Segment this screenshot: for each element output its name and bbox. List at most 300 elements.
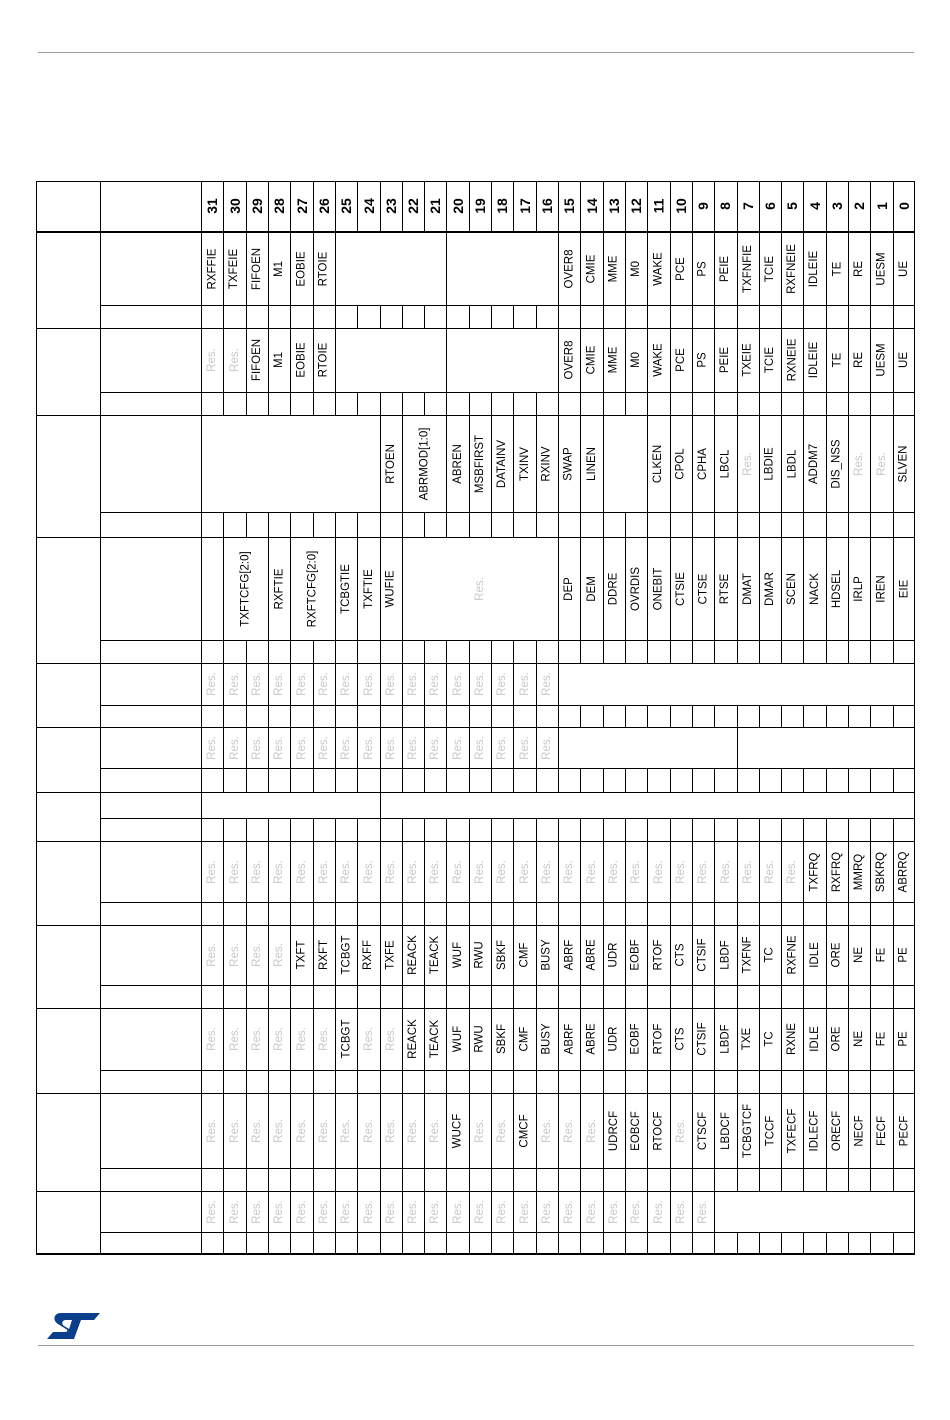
- reset-cell-divider: [714, 1232, 715, 1254]
- reset-cell-divider: [848, 902, 849, 925]
- register-row-10-reset-divider: [100, 1168, 915, 1169]
- reset-cell-divider: [335, 305, 336, 328]
- field-res: [246, 1008, 268, 1070]
- field-label: RXNEIE: [786, 338, 799, 382]
- field-cmf: [513, 925, 535, 985]
- field-label: TE: [830, 352, 843, 368]
- field-res: [201, 1093, 223, 1168]
- field-label: RWU: [473, 1025, 486, 1053]
- reset-cell-divider: [848, 640, 849, 663]
- reset-cell-divider: [246, 902, 247, 925]
- field-label: WUF: [451, 941, 464, 969]
- reset-cell-divider: [402, 305, 403, 328]
- reset-cell-divider: [268, 1070, 269, 1093]
- reserved-label: Res.: [563, 1118, 576, 1143]
- field-tcbgtcf: [737, 1093, 759, 1168]
- reset-cell-divider: [803, 705, 804, 727]
- field-res: [513, 1191, 535, 1232]
- reset-cell-divider: [848, 305, 849, 328]
- field-res: [201, 727, 223, 768]
- bit-number-label: 19: [471, 198, 488, 214]
- reset-cell-divider: [625, 512, 626, 537]
- field-iren: [870, 537, 892, 640]
- reset-cell-divider: [424, 392, 425, 415]
- field-label: RTOCF: [652, 1110, 665, 1151]
- field-ne: [848, 1008, 870, 1070]
- reserved-label: Res.: [674, 1118, 687, 1143]
- field-idleie: [803, 328, 825, 392]
- field-linen: [580, 415, 602, 512]
- reset-cell-divider: [870, 305, 871, 328]
- reset-cell-divider: [491, 1232, 492, 1254]
- field-label: CPOL: [674, 447, 687, 480]
- field-txftie: [357, 537, 379, 640]
- reset-cell-divider: [223, 705, 224, 727]
- reset-cell-divider: [737, 902, 738, 925]
- reset-cell-divider: [625, 705, 626, 727]
- field-ctsif: [692, 1008, 714, 1070]
- field-rwu: [469, 1008, 491, 1070]
- field-label: EOBF: [630, 939, 643, 971]
- field-hdsel: [826, 537, 848, 640]
- field-cpol: [670, 415, 692, 512]
- field-label: OVER8: [563, 340, 576, 380]
- bit-number-label: 30: [226, 198, 243, 214]
- reset-cell-divider: [290, 985, 291, 1008]
- field-label: DDRE: [607, 572, 620, 605]
- reserved-label: Res.: [540, 1118, 553, 1143]
- bit-number-23: [380, 181, 402, 231]
- bit-number-label: 13: [605, 198, 622, 214]
- field-label: WAKE: [652, 252, 665, 286]
- reset-cell-divider: [759, 705, 760, 727]
- field-txfnf: [737, 925, 759, 985]
- field-label: IRLP: [853, 575, 866, 602]
- field-label: ABRE: [585, 939, 598, 971]
- field-idlecf: [803, 1093, 825, 1168]
- field-label: UDR: [607, 942, 620, 968]
- reserved-label: Res.: [630, 1199, 643, 1224]
- reset-cell-divider: [647, 305, 648, 328]
- field-empty: [714, 1191, 915, 1232]
- reset-cell-divider: [446, 985, 447, 1008]
- field-abrf: [558, 925, 580, 985]
- reserved-label: Res.: [273, 1118, 286, 1143]
- field-label: UDR: [607, 1026, 620, 1052]
- reset-cell-divider: [647, 768, 648, 792]
- field-label: ABRF: [563, 1023, 576, 1055]
- field-label: TXFECF: [786, 1108, 799, 1153]
- reset-cell-divider: [848, 705, 849, 727]
- field-label: ABRMOD[1:0]: [418, 427, 431, 500]
- reset-cell-divider: [268, 985, 269, 1008]
- field-res: [848, 415, 870, 512]
- reserved-label: Res.: [250, 859, 263, 884]
- reserved-label: Res.: [652, 859, 665, 884]
- field-label: ORE: [830, 1026, 843, 1052]
- field-label: TXFRQ: [808, 852, 821, 891]
- reset-cell-divider: [737, 1168, 738, 1191]
- reset-cell-divider: [759, 985, 760, 1008]
- field-abrrq: [893, 841, 915, 902]
- field-res: [313, 1008, 335, 1070]
- bit-number-30: [223, 181, 245, 231]
- reset-cell-divider: [692, 1168, 693, 1191]
- field-label: TXFTIE: [362, 568, 375, 609]
- field-res: [692, 1191, 714, 1232]
- field-label: UE: [897, 261, 910, 277]
- reserved-label: Res.: [630, 859, 643, 884]
- reserved-label: Res.: [295, 1199, 308, 1224]
- field-res: [558, 1191, 580, 1232]
- reset-cell-divider: [670, 1232, 671, 1254]
- field-label: IDLEIE: [808, 250, 821, 288]
- reserved-label: Res.: [206, 859, 219, 884]
- reset-cell-divider: [714, 768, 715, 792]
- bit-number-16: [536, 181, 558, 231]
- reset-cell-divider: [290, 768, 291, 792]
- reserved-label: Res.: [518, 859, 531, 884]
- field-res: [246, 925, 268, 985]
- reset-cell-divider: [380, 392, 381, 415]
- field-res: [357, 841, 379, 902]
- field-idleie: [803, 233, 825, 305]
- reserved-label: Res.: [741, 859, 754, 884]
- reset-cell-divider: [513, 512, 514, 537]
- reset-cell-divider: [670, 512, 671, 537]
- reset-cell-divider: [313, 392, 314, 415]
- reset-cell-divider: [335, 392, 336, 415]
- field-label: TCBGTIE: [340, 563, 353, 614]
- field-rtoie: [313, 328, 335, 392]
- field-res: [223, 925, 245, 985]
- reset-cell-divider: [357, 1232, 358, 1254]
- field-res: [647, 1191, 669, 1232]
- reset-cell-divider: [290, 1070, 291, 1093]
- reserved-label: Res.: [384, 1027, 397, 1051]
- reset-cell-divider: [268, 392, 269, 415]
- field-rxinv: [536, 415, 558, 512]
- field-label: TXFTCFG[2:0]: [239, 550, 252, 627]
- reset-cell-divider: [647, 512, 648, 537]
- field-fifoen: [246, 328, 268, 392]
- field-uesm: [870, 233, 892, 305]
- field-res: [670, 1093, 692, 1168]
- field-tcie: [759, 233, 781, 305]
- field-label: PS: [697, 261, 710, 277]
- field-res: [223, 328, 245, 392]
- field-res: [491, 1191, 513, 1232]
- field-busy: [536, 925, 558, 985]
- reserved-label: Res.: [451, 1199, 464, 1224]
- reset-cell-divider: [759, 1168, 760, 1191]
- reserved-label: Res.: [585, 1118, 598, 1143]
- field-res: [357, 663, 379, 705]
- bit-number-12: [625, 181, 647, 231]
- reserved-label: Res.: [384, 1118, 397, 1143]
- field-empty: [603, 415, 648, 512]
- reset-cell-divider: [469, 818, 470, 841]
- field-label: WUF: [451, 1025, 464, 1053]
- reset-cell-divider: [402, 818, 403, 841]
- reset-cell-divider: [625, 1070, 626, 1093]
- bit-number-label: 12: [628, 198, 645, 214]
- reset-cell-divider: [670, 902, 671, 925]
- reset-cell-divider: [246, 305, 247, 328]
- field-label: ORE: [830, 942, 843, 968]
- field-abre: [580, 925, 602, 985]
- bit-number-13: [603, 181, 625, 231]
- field-label: NACK: [808, 572, 821, 605]
- field-rxftcfg-2-0: [290, 537, 335, 640]
- field-res: [357, 1093, 379, 1168]
- reset-cell-divider: [714, 640, 715, 663]
- reset-cell-divider: [580, 985, 581, 1008]
- field-empty: [201, 537, 223, 640]
- reset-cell-divider: [223, 640, 224, 663]
- bit-number-label: 4: [806, 202, 823, 210]
- reset-cell-divider: [536, 985, 537, 1008]
- reserved-label: Res.: [719, 859, 732, 884]
- reset-cell-divider: [446, 305, 447, 328]
- field-res: [536, 841, 558, 902]
- reset-cell-divider: [647, 705, 648, 727]
- field-lbdf: [714, 925, 736, 985]
- field-label: REACK: [406, 1019, 419, 1059]
- field-label: NECF: [853, 1114, 866, 1147]
- reset-cell-divider: [223, 902, 224, 925]
- reset-cell-divider: [313, 818, 314, 841]
- reset-cell-divider: [536, 818, 537, 841]
- field-udr: [603, 1008, 625, 1070]
- reserved-label: Res.: [273, 672, 286, 696]
- reset-cell-divider: [290, 392, 291, 415]
- reset-cell-divider: [380, 512, 381, 537]
- field-label: MME: [607, 346, 620, 374]
- reset-cell-divider: [357, 985, 358, 1008]
- bit-number-label: 14: [583, 198, 600, 214]
- field-txft: [290, 925, 312, 985]
- reset-cell-divider: [268, 1232, 269, 1254]
- field-label: PEIE: [719, 346, 732, 374]
- field-necf: [848, 1093, 870, 1168]
- field-label: TEACK: [429, 935, 442, 975]
- reset-cell-divider: [603, 640, 604, 663]
- reset-cell-divider: [759, 768, 760, 792]
- field-ctse: [692, 537, 714, 640]
- bit-number-label: 21: [427, 198, 444, 214]
- reset-cell-divider: [603, 305, 604, 328]
- field-label: BUSY: [540, 939, 553, 971]
- reset-cell-divider: [826, 985, 827, 1008]
- reserved-label: Res.: [473, 576, 486, 601]
- reset-cell-divider: [737, 640, 738, 663]
- field-label: LINEN: [585, 446, 598, 481]
- reserved-label: Res.: [273, 859, 286, 884]
- field-label: M0: [630, 261, 643, 277]
- reset-cell-divider: [402, 1168, 403, 1191]
- field-ore: [826, 1008, 848, 1070]
- reset-cell-divider: [223, 305, 224, 328]
- reset-cell-divider: [558, 902, 559, 925]
- field-label: RXFFIE: [206, 248, 219, 290]
- reset-cell-divider: [446, 392, 447, 415]
- field-abrmod-1-0: [402, 415, 447, 512]
- reserved-label: Res.: [206, 1027, 219, 1051]
- field-ddre: [603, 537, 625, 640]
- field-res: [424, 1191, 446, 1232]
- field-label: OVER8: [563, 249, 576, 289]
- reset-cell-divider: [536, 768, 537, 792]
- field-label: DIS_NSS: [830, 438, 843, 489]
- reset-cell-divider: [268, 512, 269, 537]
- reserved-label: Res.: [273, 735, 286, 760]
- field-ctscf: [692, 1093, 714, 1168]
- field-ctsie: [670, 537, 692, 640]
- reset-cell-divider: [446, 705, 447, 727]
- reserved-label: Res.: [295, 672, 308, 696]
- reset-cell-divider: [380, 985, 381, 1008]
- reset-cell-divider: [424, 305, 425, 328]
- reset-cell-divider: [647, 985, 648, 1008]
- bit-number-label: 7: [739, 202, 756, 210]
- field-res: [670, 1191, 692, 1232]
- reset-cell-divider: [513, 985, 514, 1008]
- reserved-label: Res.: [585, 859, 598, 884]
- reserved-label: Res.: [563, 859, 576, 884]
- reserved-label: Res.: [228, 1118, 241, 1143]
- bit-number-label: 20: [449, 198, 466, 214]
- field-re: [848, 233, 870, 305]
- bit-number-17: [513, 181, 535, 231]
- reset-cell-divider: [290, 1232, 291, 1254]
- reset-cell-divider: [826, 902, 827, 925]
- reset-cell-divider: [357, 768, 358, 792]
- field-res: [380, 841, 402, 902]
- reset-cell-divider: [290, 640, 291, 663]
- reserved-label: Res.: [406, 735, 419, 760]
- bit-number-0: [893, 181, 915, 231]
- field-label: RTOEN: [384, 443, 397, 484]
- reset-cell-divider: [313, 305, 314, 328]
- reset-cell-divider: [313, 902, 314, 925]
- reset-cell-divider: [313, 512, 314, 537]
- bit-number-3: [826, 181, 848, 231]
- reserved-label: Res.: [228, 1199, 241, 1224]
- reset-cell-divider: [469, 1232, 470, 1254]
- field-rwu: [469, 925, 491, 985]
- field-res: [201, 841, 223, 902]
- reserved-label: Res.: [540, 1199, 553, 1224]
- reset-cell-divider: [424, 512, 425, 537]
- reset-cell-divider: [290, 705, 291, 727]
- reset-cell-divider: [625, 985, 626, 1008]
- field-label: ADDM7: [808, 443, 821, 484]
- reserved-label: Res.: [340, 672, 353, 696]
- reset-cell-divider: [469, 902, 470, 925]
- field-res: [513, 663, 535, 705]
- reset-cell-divider: [380, 305, 381, 328]
- reset-cell-divider: [893, 768, 894, 792]
- field-txfeie: [223, 233, 245, 305]
- field-peie: [714, 328, 736, 392]
- field-dem: [580, 537, 602, 640]
- field-res: [424, 1093, 446, 1168]
- reset-cell-divider: [268, 818, 269, 841]
- bit-number-10: [670, 181, 692, 231]
- field-rtocf: [647, 1093, 669, 1168]
- reserved-label: Res.: [473, 859, 486, 884]
- field-empty: [380, 792, 916, 818]
- field-rxft: [313, 925, 335, 985]
- reset-cell-divider: [357, 818, 358, 841]
- reset-cell-divider: [580, 392, 581, 415]
- reset-cell-divider: [424, 768, 425, 792]
- field-te: [826, 233, 848, 305]
- reset-cell-divider: [870, 1232, 871, 1254]
- reset-cell-divider: [759, 512, 760, 537]
- reset-cell-divider: [268, 705, 269, 727]
- field-res: [380, 727, 402, 768]
- field-label: NE: [853, 1031, 866, 1047]
- reset-cell-divider: [893, 902, 894, 925]
- field-label: RXINV: [540, 445, 553, 482]
- field-label: BUSY: [540, 1023, 553, 1055]
- reset-cell-divider: [580, 1232, 581, 1254]
- field-mme: [603, 328, 625, 392]
- bit-number-label: 28: [271, 198, 288, 214]
- reset-cell-divider: [223, 985, 224, 1008]
- field-res: [335, 1093, 357, 1168]
- reset-cell-divider: [737, 1232, 738, 1254]
- field-label: UE: [897, 352, 910, 368]
- field-res: [536, 1093, 558, 1168]
- field-label: TCBGT: [340, 935, 353, 975]
- field-label: WAKE: [652, 343, 665, 377]
- field-abre: [580, 1008, 602, 1070]
- field-res: [380, 1008, 402, 1070]
- bit-number-label: 23: [382, 198, 399, 214]
- reset-cell-divider: [781, 985, 782, 1008]
- reset-cell-divider: [826, 818, 827, 841]
- field-rxff: [357, 925, 379, 985]
- reset-cell-divider: [491, 705, 492, 727]
- reset-cell-divider: [380, 1070, 381, 1093]
- reserved-label: Res.: [607, 1199, 620, 1224]
- field-fifoen: [246, 233, 268, 305]
- reset-cell-divider: [803, 392, 804, 415]
- reset-cell-divider: [870, 902, 871, 925]
- reset-cell-divider: [424, 1232, 425, 1254]
- reset-cell-divider: [424, 818, 425, 841]
- field-res: [558, 1093, 580, 1168]
- reset-cell-divider: [625, 1168, 626, 1191]
- field-res: [446, 727, 468, 768]
- reset-cell-divider: [759, 392, 760, 415]
- field-empty: [201, 792, 380, 818]
- field-res: [402, 537, 558, 640]
- field-label: TCBGTCF: [741, 1103, 754, 1158]
- reset-cell-divider: [870, 512, 871, 537]
- field-label: ORECF: [830, 1110, 843, 1151]
- field-m1: [268, 233, 290, 305]
- field-res: [313, 727, 335, 768]
- reset-cell-divider: [469, 1070, 470, 1093]
- field-label: CMF: [518, 942, 531, 968]
- reserved-label: Res.: [518, 735, 531, 760]
- field-res: [223, 1191, 245, 1232]
- field-res: [491, 727, 513, 768]
